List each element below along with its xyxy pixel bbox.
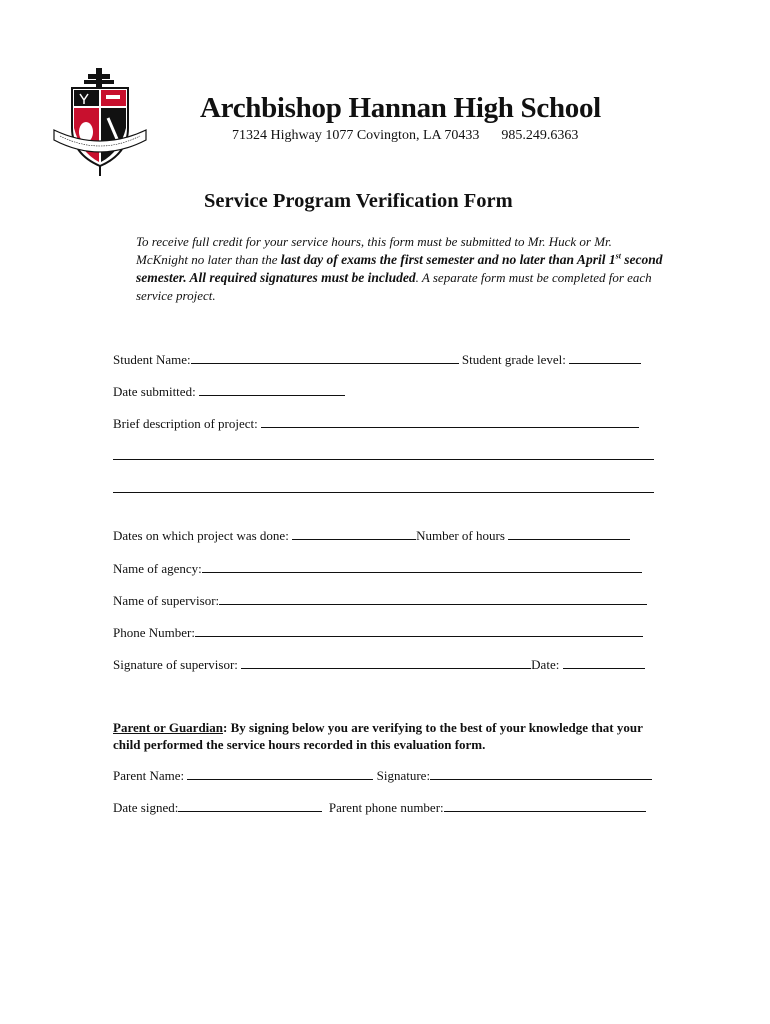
parent-name-row — [113, 767, 652, 784]
grade-level-field[interactable] — [569, 351, 641, 364]
supervisor-signature-field[interactable] — [241, 656, 531, 669]
instructions-text-2: . A separate form must be completed for each service project. — [136, 270, 652, 303]
agency-row — [113, 560, 642, 577]
supervisor-row — [113, 592, 647, 609]
agency-name-field[interactable] — [202, 560, 642, 573]
supervisor-name-field[interactable] — [219, 592, 647, 605]
form-instructions — [136, 233, 666, 305]
agency-name-label: Name of agency: — [113, 561, 202, 576]
project-description-line-2[interactable] — [113, 459, 654, 460]
phone-number-field[interactable] — [195, 624, 643, 637]
dates-done-field[interactable] — [292, 527, 416, 540]
school-phone: 985.249.6363 — [501, 128, 579, 143]
form-title: Service Program Verification Form — [204, 190, 513, 212]
school-address: 71324 Highway 1077 Covington, LA 70433 — [232, 128, 480, 143]
school-address-line — [232, 128, 578, 144]
instructions-superscript: st — [615, 251, 621, 261]
guardian-statement — [113, 719, 658, 753]
instructions-text-1: To receive full credit for your service hours, this form must be submitted to Mr. Huck or Mr. McKnight no later than the — [136, 234, 612, 267]
number-of-hours-label: Number of hours — [416, 528, 505, 543]
date-submitted-row — [113, 383, 345, 400]
date-submitted-field[interactable] — [199, 383, 345, 396]
project-description-label: Brief description of project: — [113, 416, 258, 431]
student-name-row — [113, 351, 641, 368]
student-name-field[interactable] — [191, 351, 459, 364]
date-signed-row — [113, 799, 646, 816]
parent-name-label: Parent Name: — [113, 768, 185, 783]
parent-signature-field[interactable] — [430, 767, 652, 780]
supervisor-name-label: Name of supervisor: — [113, 593, 220, 608]
date-signed-field[interactable] — [178, 799, 322, 812]
project-description-row — [113, 415, 639, 432]
supervisor-signature-row — [113, 656, 645, 673]
supervisor-signature-label: Signature of supervisor: — [113, 657, 238, 672]
phone-number-label: Phone Number: — [113, 625, 195, 640]
phone-number-row — [113, 624, 643, 641]
parent-phone-field[interactable] — [444, 799, 646, 812]
guardian-statement-text: : By signing below you are verifying to the best of your knowledge that your child performed the service hours recorded in this evaluation form. — [113, 720, 643, 752]
school-name: Archbishop Hannan High School — [200, 92, 601, 124]
parent-phone-label: Parent phone number: — [328, 800, 444, 815]
supervisor-date-label: Date: — [531, 657, 560, 672]
date-signed-label: Date signed: — [113, 800, 179, 815]
instructions-deadline-2: second semester. All required signatures must be included — [136, 252, 663, 285]
parent-signature-label: Signature: — [376, 768, 431, 783]
number-of-hours-field[interactable] — [508, 527, 630, 540]
supervisor-date-field[interactable] — [563, 656, 645, 669]
dates-done-label: Dates on which project was done: — [113, 528, 289, 543]
school-crest-icon — [50, 66, 150, 178]
guardian-heading: Parent or Guardian — [113, 720, 224, 735]
date-submitted-label: Date submitted: — [113, 384, 196, 399]
project-description-field[interactable] — [261, 415, 639, 428]
project-description-line-3[interactable] — [113, 492, 654, 493]
student-name-label: Student Name: — [113, 352, 191, 367]
grade-level-label: Student grade level: — [461, 352, 566, 367]
project-dates-row — [113, 527, 630, 544]
instructions-deadline-1: last day of exams the first semester and no later than April 1 — [280, 252, 616, 267]
parent-name-field[interactable] — [187, 767, 373, 780]
